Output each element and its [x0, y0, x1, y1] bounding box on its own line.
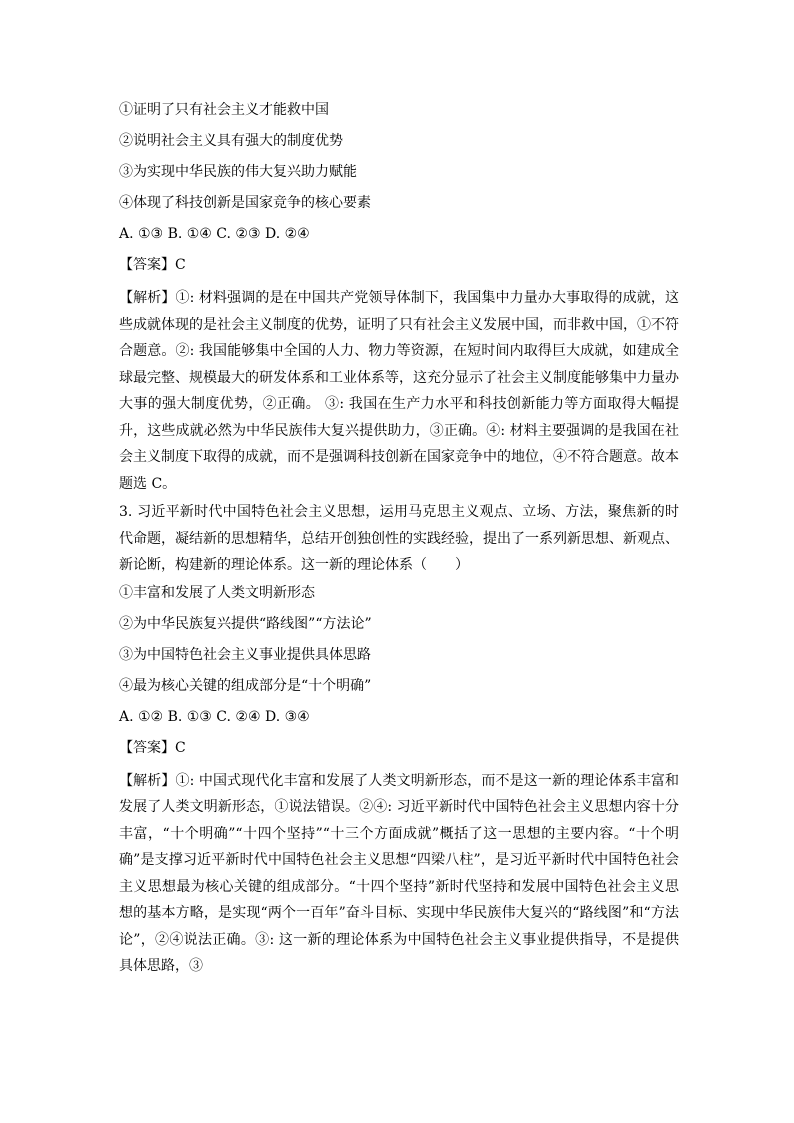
q3-analysis: 【解析】①: 中国式现代化丰富和发展了人类文明新形态，而不是这一新的理论体系丰富和发展了人类文明新形态，①说法错误。②④: 习近平新时代中国特色社会主义思想内容十分丰富，“十个明确”“十四个坚持”“十三个方面成就”概括了这一思想的主要内容。“十个明确”是支撑习近平新时代中国特色社会主义思想“四梁八柱”，是习近平新时代中国特色社会主义思想最为核心关键的组成部分。“十四个坚持”新时代坚持和发展中国特色社会主义思想的基本方略，是实现“两个一百年”奋斗目标、实现中华民族伟大复兴的“路线图”和“方法论”，②④说法正确。③: 这一新的理论体系为中国特色社会主义事业提供指导，不是提供具体思路，③	[119, 772, 679, 974]
q2-choices: A. ①③ B. ①④ C. ②③ D. ②④	[119, 226, 310, 242]
q3-option-2: ②为中华民族复兴提供“路线图”“方法论”	[119, 615, 372, 632]
q3-option-1: ①丰富和发展了人类文明新形态	[119, 584, 315, 601]
q3-choices: A. ①② B. ①③ C. ②④ D. ③④	[119, 708, 310, 725]
q2-option-4: ④体现了科技创新是国家竞争的核心要素	[119, 195, 371, 211]
q2-answer: 【答案】C	[119, 257, 186, 273]
q2-option-3: ③为实现中华民族的伟大复兴助力赋能	[119, 164, 357, 180]
q3-option-4: ④最为核心关键的组成部分是“十个明确”	[119, 677, 372, 694]
question-2-section	[119, 100, 679, 497]
q3-stem: 3. 习近平新时代中国特色社会主义思想，运用马克思主义观点、立场、方法，聚焦新的时代命题，凝结新的思想精华，总结开创独创性的实践经验，提出了一系列新思想、新观点、新论断，构建新的理论体系。这一新的理论体系（ ）	[119, 504, 679, 573]
q2-option-2: ②说明社会主义具有强大的制度优势	[119, 133, 343, 149]
q2-option-1: ①证明了只有社会主义才能救中国	[119, 102, 329, 118]
q3-answer: 【答案】C	[119, 739, 186, 756]
q2-analysis: 【解析】①: 材料强调的是在中国共产党领导体制下，我国集中力量办大事取得的成就，这些成就体现的是社会主义制度的优势，证明了只有社会主义发展中国，而非救中国，①不符合题意。②: 我国能够集中全国的人力、物力等资源，在短时间内取得巨大成就，如建成全球最完整、规模最大的研发体系和工业体系等，这充分显示了社会主义制度能够集中力量办大事的强大制度优势，②正确。 ③: 我国在生产力水平和科技创新能力等方面取得大幅提升，这些成就必然为中华民族伟大复兴提供助力，③正确。④: 材料主要强调的是我国在社会主义制度下取得的成就，而不是强调科技创新在国家竞争中的地位，④不符合题意。故本题选 C。	[119, 290, 679, 492]
document-page	[119, 100, 679, 980]
q3-option-3: ③为中国特色社会主义事业提供具体思路	[119, 646, 371, 663]
question-3-section	[119, 499, 679, 980]
